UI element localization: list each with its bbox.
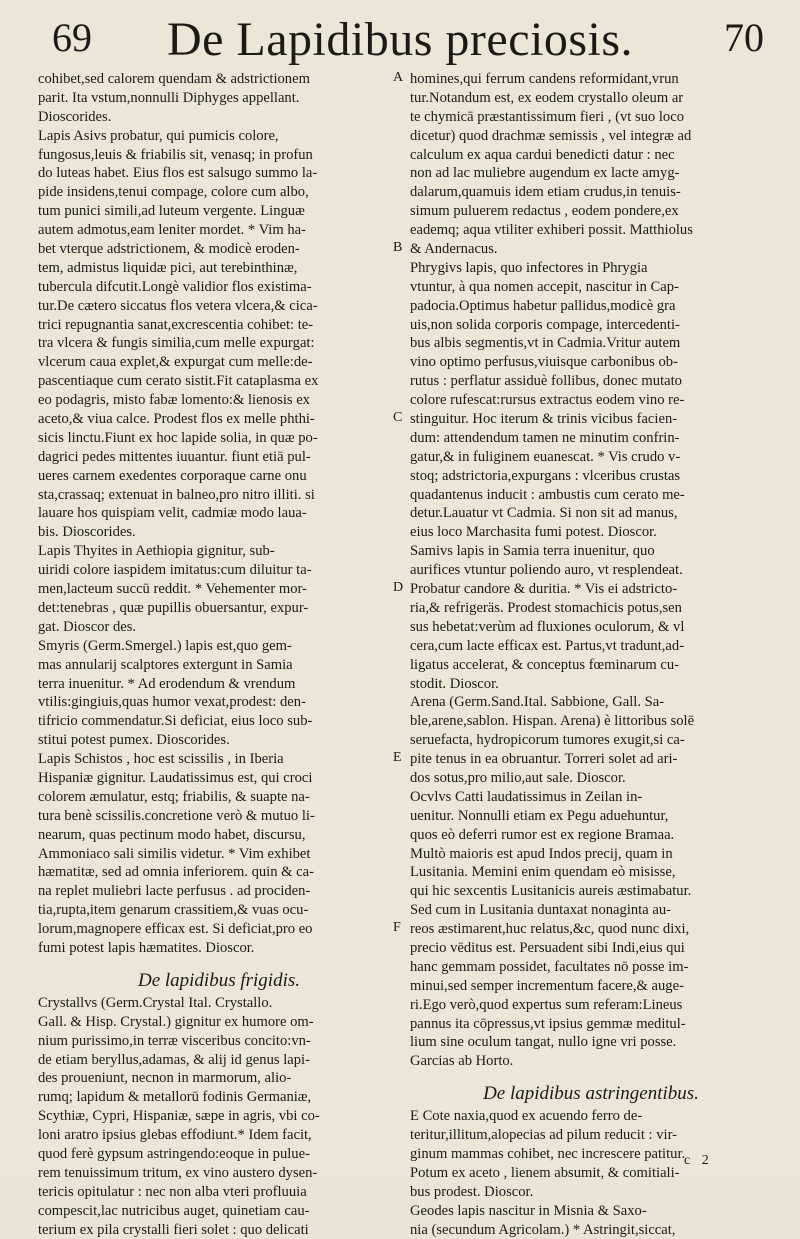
text-line: eo podagris, misto fabæ lomento:& lienosis ex — [38, 392, 310, 409]
text-line: Gall. & Hisp. Crystal.) gignitur ex humore om- — [38, 1013, 314, 1030]
margin-marker: C — [393, 410, 403, 425]
text-line: pascentiaque cum cerato sistit.Fit cataplasma ex — [38, 373, 319, 390]
section-gap — [38, 958, 400, 968]
text-line: padocia.Optimus habetur pallidus,modicè gra — [410, 297, 676, 314]
text-line: sta,crassaq; extenuat in balneo,pro nitro illiti. si — [38, 486, 315, 503]
text-line: tem, admistus liquidæ pici, aut terebinthinæ, — [38, 259, 298, 276]
running-title: De Lapidibus preciosis. — [166, 13, 634, 66]
text-line: cera,cum lacte efficax est. Partus,vt tradunt,ad- — [410, 637, 685, 654]
text-line: pite tenus in ea obruantur. Torreri solet ad ari- — [410, 751, 678, 768]
text-line: simum puluerem redactus , eodem pondere,ex — [410, 203, 679, 220]
text-line: Garcias ab Horto. — [410, 1053, 514, 1070]
page-number-left: 69 — [52, 15, 92, 60]
text-line: Ammoniaco sali similis videtur. * Vim exhibet — [38, 845, 311, 862]
text-line: minui,sed semper incrementum facere,& auge- — [410, 977, 684, 994]
text-line: fumi potest lapis hæmatites. Dioscor. — [38, 939, 255, 956]
text-line: vino optimo perfusus,viuisque carbonibus ob- — [410, 354, 678, 371]
text-line: quod ferè gypsum astringendo:eoque in pulue- — [38, 1145, 310, 1162]
text-line: bus albis segmentis,vt in Cadmia.Vritur autem — [410, 335, 681, 352]
text-line: non ad lac muliebre augendum ex lacte amyg- — [410, 165, 680, 182]
text-line: tericis opitulatur : nec non alba vteri profluuia — [38, 1183, 307, 1200]
text-line: ueres carnem exedentes corporaque carne onu — [38, 467, 307, 484]
margin-marker: A — [393, 70, 404, 85]
text-line: tum punici simili,ad luteum vergente. Linguæ — [38, 203, 305, 220]
text-line: rutus : perflatur assiduè follibus, donec mutato — [410, 373, 682, 390]
text-line: do luteas habet. Eius flos est salsugo summo la- — [38, 165, 318, 182]
text-line: bus prodest. Dioscor. — [410, 1183, 534, 1200]
text-line: Arena (Germ.Sand.Ital. Sabbione, Gall. Sa- — [410, 694, 665, 711]
text-line: gat. Dioscor des. — [38, 618, 137, 635]
text-line: Crystallvs (Germ.Crystal Ital. Crystallo. — [38, 994, 273, 1011]
text-line: mas annularij scalptores extergunt in Samia — [38, 656, 293, 673]
text-line: tura benè scissilis.concretione verò & mutuo li- — [38, 807, 315, 824]
text-line: stodit. Dioscor. — [410, 675, 499, 692]
text-line: bet vterque adstrictionem, & modicè eroden- — [38, 241, 300, 258]
text-line: calculum ex aqua cardui benedicti datur : nec — [410, 146, 675, 163]
text-line: Multò maioris est apud Indos precij, quam in — [410, 845, 673, 862]
text-line: tur.Notandum est, ex eodem crystallo oleum ar — [410, 89, 684, 106]
text-line: Probatur candore & duritia. * Vis ei adstricto- — [410, 581, 678, 598]
text-line: Hispaniæ gignitur. Laudatissimus est, qui croci — [38, 769, 313, 786]
text-line: Ocvlvs Catti laudatissimus in Zeilan in- — [410, 788, 643, 805]
text-line: fungosus,leuis & friabilis sit, venasq; in profun — [38, 146, 313, 163]
text-line: pannus ita cōpressus,vt ipsius gemmæ meditul- — [410, 1015, 686, 1032]
text-line: ri.Ego verò,quod expertus sum referam:Lineus — [410, 996, 683, 1013]
page-number-right: 70 — [724, 15, 764, 60]
text-line: pide insidens,tenui compage, colore cum albo, — [38, 184, 309, 201]
text-line: quos eò deferri rumor est ex regione Bramaa. — [410, 826, 675, 843]
text-line: tra vlcera & fungis similia,cum melle expurgat: — [38, 335, 315, 352]
text-line: teritur,illitum,alopecias ad pilum reducit : vir- — [410, 1127, 678, 1144]
text-line: sus hebetat:verùm ad fluxiones oculorum, & vl — [410, 618, 685, 635]
text-line: Phrygivs lapis, quo infectores in Phrygia — [410, 259, 648, 276]
text-line: nearum, quas pectinum modo habet, discursu, — [38, 826, 306, 843]
section-gap — [410, 1071, 772, 1081]
text-line: stitui potest pumex. Dioscorides. — [38, 732, 230, 749]
text-line: Geodes lapis nascitur in Misnia & Saxo- — [410, 1202, 647, 1219]
margin-marker: F — [393, 920, 401, 935]
text-line: stoq; adstrictoria,expurgans : vlceribus crustas — [410, 467, 681, 484]
text-line: hæmatitæ, sed ad omnia inferiorem. quin & ca- — [38, 864, 314, 881]
text-line: ria,& refrigeräs. Prodest stomachicis potus,sen — [410, 599, 682, 616]
text-line: Dioscorides. — [38, 108, 112, 125]
text-line: trici repugnantia sanat,excrescentia cohibet: te- — [38, 316, 314, 333]
text-line: stinguitur. Hoc iterum & trinis vicibus facien- — [410, 411, 678, 428]
text-line: Lapis Asivs probatur, qui pumicis colore, — [38, 127, 279, 144]
text-line: reos æstimarent,huc relatus,&c, quod nunc dixi, — [410, 921, 690, 938]
text-line: eius loco Marchasita fumi potest. Dioscor. — [410, 524, 657, 541]
text-line: dagrici pedes mittentes iuuantur. fiunt etiā pul- — [38, 448, 311, 465]
text-line: gatur,& in fuliginem euanescat. * Vis crudo v- — [410, 448, 681, 465]
left-column — [38, 70, 403, 1239]
text-line: quadantenus inducit : ambustis cum cerato me- — [410, 486, 685, 503]
text-line: Smyris (Germ.Smergel.) lapis est,quo gem- — [38, 637, 292, 654]
text-line: Lapis Schistos , hoc est scissilis , in Iberia — [38, 751, 284, 768]
text-line: dos sotus,pro milio,aut sale. Dioscor. — [410, 769, 626, 786]
text-line: ligatus accelerat, & conceptus fœminarum cu- — [410, 656, 680, 673]
text-line: Lapis Thyites in Aethiopia gignitur, sub- — [38, 543, 275, 560]
text-line: cohibet,sed calorem quendam & adstrictionem — [38, 71, 310, 87]
text-line: na replet muliebri lacte perfusus . ad prociden- — [38, 883, 311, 900]
text-line: & Andernacus. — [410, 241, 498, 258]
text-line: qui hic sexcentis Lusitanicis aureis æstimabatur. — [410, 883, 692, 900]
text-line: dum: attendendum tamen ne minutim confrin- — [410, 429, 680, 446]
text-line: lauare hos quispiam velit, cadmiæ modo laua- — [38, 505, 307, 522]
text-line: colorem æmulatur, estq; friabilis, & suapte na- — [38, 788, 310, 805]
right-column — [410, 70, 772, 1239]
text-line: detur.Lauatur vt Cadmia. Si non sit ad manus, — [410, 505, 678, 522]
text-line: hanc gemmam possidet, facultates nō posse im- — [410, 958, 689, 975]
text-line: ble,arene,sablon. Hispan. Arena) è littoribus solē — [410, 713, 695, 730]
text-line: Samivs lapis in Samia terra inuenitur, quo — [410, 543, 655, 560]
text-line: dicetur) quod drachmæ semissis , vel integræ ad — [410, 127, 692, 144]
text-line: eademq; aqua vtiliter exhiberi possit. Matthiolus — [410, 222, 693, 239]
signature-mark: c 2 — [684, 1153, 713, 1168]
text-line: homines,qui ferrum candens reformidant,vrun — [410, 71, 679, 87]
text-line: tubercula difcutit.Longè validior flos existima- — [38, 278, 312, 295]
text-line: rem tenuissimum tritum, ex vino austero dysen- — [38, 1164, 318, 1181]
text-line: aceto,& viua calce. Prodest flos ex melle phthi- — [38, 411, 315, 428]
text-line: precio vēditus est. Persuadent sibi Indi,eius qui — [410, 939, 685, 956]
text-line: vtilis:gingiuis,quas humor vexat,prodest: den- — [38, 694, 306, 711]
margin-marker: D — [393, 580, 404, 595]
section-heading: De lapidibus astringentibus. — [483, 1083, 699, 1105]
text-line: compescit,lac nutricibus auget, quinetiam cau- — [38, 1202, 310, 1219]
text-line: te chymicā præstantissimum fieri , (vt suo loco — [410, 108, 684, 125]
text-line: tur.De cætero siccatus flos vetera vlcera,& cica- — [38, 297, 318, 314]
text-line: vlcerum caua explet,& expurgat cum melle:de- — [38, 354, 313, 371]
section-heading: De lapidibus frigidis. — [137, 969, 301, 991]
text-line: ginum mammas cohibet, nec increscere patitur. — [410, 1145, 686, 1162]
text-line: rumq; lapidum & metallorū fodinis Germaniæ, — [38, 1089, 312, 1106]
text-line: lorum,magnopere efficax est. Si deficiat,pro eo — [38, 921, 313, 938]
text-line: terium ex pila crystalli fieri solet : quo delicati — [38, 1221, 309, 1238]
text-line: dalarum,quamuis idem etiam crudus,in tenuis- — [410, 184, 681, 201]
text-line: uiridi colore iaspidem imitatus:cum diluitur ta- — [38, 562, 312, 579]
text-line: tia,rupta,item genarum crassitiem,& vuas ocu- — [38, 902, 309, 919]
text-line: sicis linctu.Fiunt ex hoc lapide solia, in quæ po- — [38, 429, 318, 446]
text-line: aurifices vtuntur poliendo auro, vt resplendeat. — [410, 562, 683, 579]
text-line: Lusitania. Memini enim quendam eò misisse, — [410, 864, 676, 881]
text-line: terra inuenitur. * Ad erodendum & vrendum — [38, 675, 296, 692]
text-line: nium purissimo,in terræ visceribus concito:vn- — [38, 1032, 311, 1049]
text-line: autem admotus,eam leniter mordet. * Vim ha- — [38, 222, 306, 239]
text-line: vtuntur, à qua nomen accepit, nascitur in Cap- — [410, 278, 679, 295]
text-line: men,lacteum succū reddit. * Vehementer mor- — [38, 581, 307, 598]
margin-marker: B — [393, 240, 403, 255]
text-line: E Cote naxia,quod ex acuendo ferro de- — [410, 1108, 643, 1125]
text-line: tifricio commendatur.Si deficiat, eius loco sub- — [38, 713, 313, 730]
text-line: colore rufescat:rursus extractus eodem vino re- — [410, 392, 685, 409]
text-line: Sed cum in Lusitania duntaxat nonaginta au- — [410, 902, 671, 919]
page-header — [0, 12, 800, 72]
margin-marker: E — [393, 750, 402, 765]
text-line: Scythiæ, Cypri, Hispaniæ, sæpe in agris, vbi co- — [38, 1108, 320, 1125]
text-line: uenitur. Nonnulli etiam ex Pegu aduehuntur, — [410, 807, 669, 824]
text-line: parit. Ita vstum,nonnulli Diphyges appellant. — [38, 89, 300, 106]
text-line: uis,non solida corporis compage, intercedenti- — [410, 316, 680, 333]
text-line: de etiam beryllus,adamas, & alij id genus lapi- — [38, 1051, 310, 1068]
text-line: seruefacta, hydropicorum tumores exugit,si ca- — [410, 732, 685, 749]
text-line: des proueniunt, necnon in marmorum, alio- — [38, 1070, 292, 1087]
text-line: det:tenebras , quæ pupillis obuersantur, expur- — [38, 599, 309, 616]
text-line: loni aratro ipsius glebas effodiunt.* Idem facit, — [38, 1127, 312, 1144]
text-line: nia (secundum Agricolam.) * Astringit,siccat, — [410, 1221, 676, 1238]
text-line: bis. Dioscorides. — [38, 524, 136, 541]
text-line: Potum ex aceto , lienem absumit, & comitiali- — [410, 1164, 680, 1181]
text-line: lium sine oculum tangat, nullo igne vri posse. — [410, 1034, 677, 1051]
